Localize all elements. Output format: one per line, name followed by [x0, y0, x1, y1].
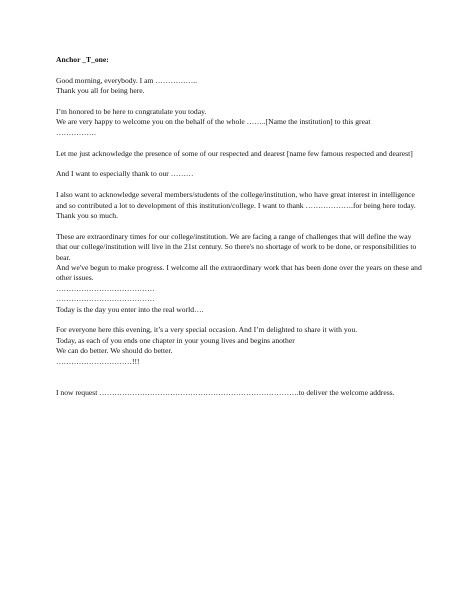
dotted-line: ………………………………… — [56, 294, 155, 304]
welcome-line: ……………. — [56, 127, 96, 137]
welcome-line: I’m honored to be here to congratulate you today. — [56, 107, 207, 116]
progress-text: And we've begun to make progress. I welcome all the extraordinary work that has been done over the years on these and other issues. — [56, 263, 422, 283]
evening-line: For everyone here this evening, it’s a very special occasion. And I’m delighted to share it with you. — [56, 325, 358, 335]
welcome-line: We are very happy to welcome you on the behalf of the whole ……..[Name the institution] to this great — [56, 117, 371, 127]
document-body — [56, 55, 424, 409]
evening-line: …………………………!!! — [56, 356, 140, 366]
greeting-paragraph — [56, 76, 424, 97]
acknowledge-text: Let me just acknowledge the presence of some of our respected and dearest [name few famous respected and dearest] — [56, 148, 413, 158]
members-paragraph — [56, 190, 424, 221]
evening-line: We can do better. We should do better. — [56, 346, 173, 356]
greeting-line: Good morning, everybody. I am …………….. — [56, 75, 198, 85]
thank-paragraph — [56, 169, 424, 179]
thank-text: And I want to especially thank to our ……… — [56, 169, 194, 179]
challenges-text: These are extraordinary times for our college/institution. We are facing a range of challenges that will define the way that our college/institution will live in the 21st century. So there's no shortage of work to be done, or responsibilities to bear. — [56, 231, 417, 262]
evening-paragraph — [56, 325, 424, 367]
acknowledge-paragraph — [56, 149, 424, 159]
evening-line: Today, as each of you ends one chapter in your young lives and begins another — [56, 335, 295, 345]
welcome-paragraph — [56, 107, 424, 138]
challenges-paragraph — [56, 232, 424, 315]
document-title: Anchor _T_one: — [56, 55, 109, 64]
request-text: I now request …………………………………………………………………….to deliver the welcome address. — [56, 387, 395, 397]
dotted-line: ………………………………… — [56, 283, 155, 293]
greeting-line: Thank you all for being here. — [56, 86, 145, 96]
request-paragraph — [56, 388, 424, 398]
real-world-text: Today is the day you enter into the real world…. — [56, 304, 204, 314]
members-text: I also want to acknowledge several members/students of the college/institution, who have great interest in intelligence and so contributed a lot to development of this institution/college. I want to thank ……………….for being here today. Thank you so much. — [56, 190, 416, 221]
